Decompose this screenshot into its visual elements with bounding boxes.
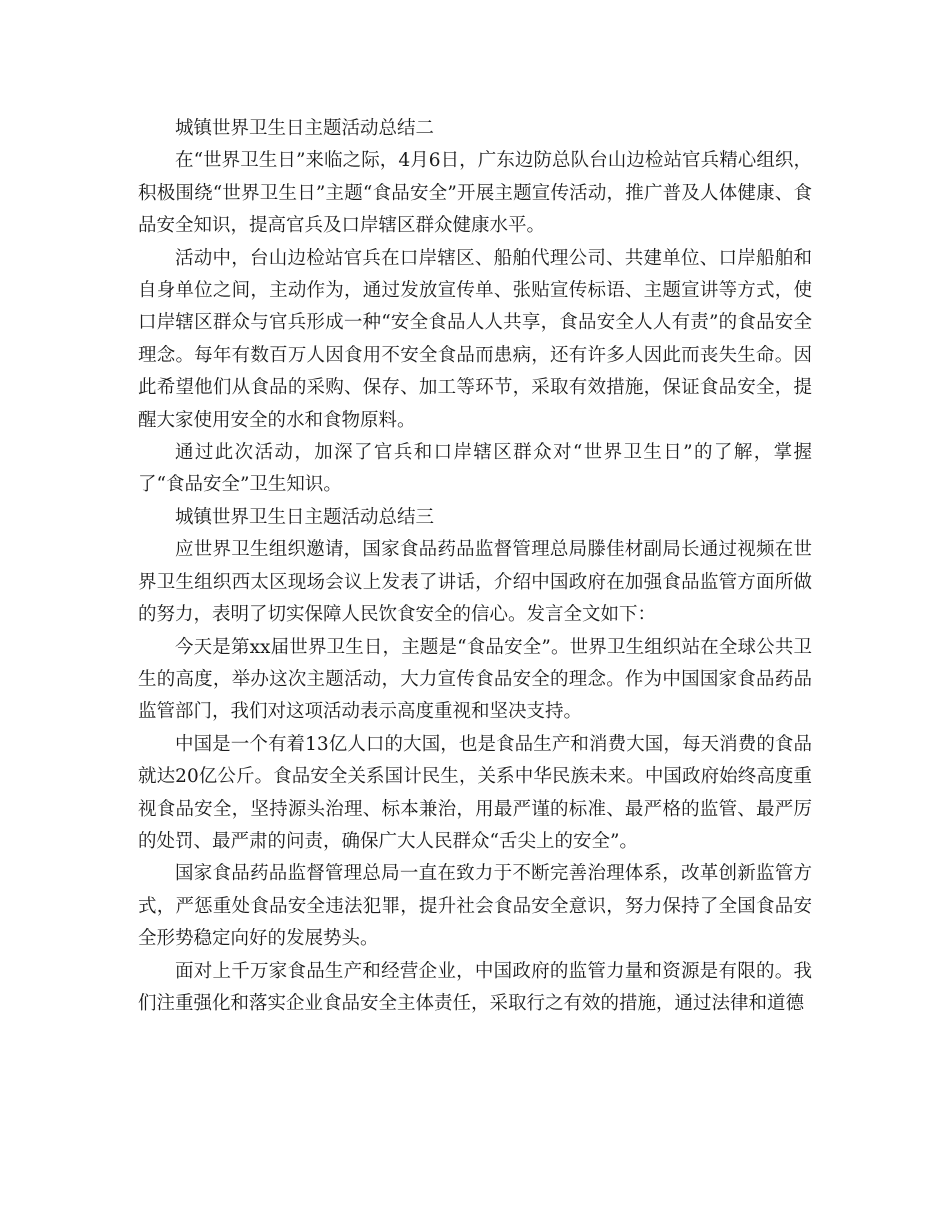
body-paragraph: 面对上千万家食品生产和经营企业，中国政府的监管力量和资源是有限的。我们注重强化和落实企业食品安全主体责任，采取行之有效的措施，通过法律和道德 [138, 960, 812, 1014]
document-page [138, 113, 812, 1020]
body-paragraph: 在“世界卫生日”来临之际，4月6日，广东边防总队台山边检站官兵精心组织，积极围绕“世界卫生日”主题“食品安全”开展主题宣传活动，推广普及人体健康、食品安全知识，提高官兵及口岸辖区群众健康水平。 [138, 150, 812, 237]
section-heading-2: 城镇世界卫生日主题活动总结二 [175, 118, 435, 139]
body-paragraph: 活动中，台山边检站官兵在口岸辖区、船舶代理公司、共建单位、口岸船舶和自身单位之间，主动作为，通过发放宣传单、张贴宣传标语、主题宣讲等方式，使口岸辖区群众与官兵形成一种“安全食品人人共享，食品安全人人有责”的食品安全理念。每年有数百万人因食用不安全食品而患病，还有许多人因此而丧失生命。因此希望他们从食品的采购、保存、加工等环节，采取有效措施，保证食品安全，提醒大家使用安全的水和食物原料。 [138, 247, 812, 431]
body-paragraph: 应世界卫生组织邀请，国家食品药品监督管理总局滕佳材副局长通过视频在世界卫生组织西太区现场会议上发表了讲话，介绍中国政府在加强食品监管方面所做的努力，表明了切实保障人民饮食安全的信心。发言全文如下： [138, 539, 812, 626]
body-paragraph: 今天是第xx届世界卫生日，主题是“食品安全”。世界卫生组织站在全球公共卫生的高度，举办这次主题活动，大力宣传食品安全的理念。作为中国国家食品药品监管部门，我们对这项活动表示高度重视和坚决支持。 [138, 636, 812, 723]
body-paragraph: 中国是一个有着13亿人口的大国，也是食品生产和消费大国，每天消费的食品就达20亿公斤。食品安全关系国计民生，关系中华民族未来。中国政府始终高度重视食品安全，坚持源头治理、标本兼治，用最严谨的标准、最严格的监管、最严厉的处罚、最严肃的问责，确保广大人民群众“舌尖上的安全”。 [138, 733, 812, 852]
section-heading-3: 城镇世界卫生日主题活动总结三 [175, 506, 435, 528]
body-paragraph: 通过此次活动，加深了官兵和口岸辖区群众对“世界卫生日”的了解，掌握了“食品安全”卫生知识。 [138, 442, 812, 496]
body-paragraph: 国家食品药品监督管理总局一直在致力于不断完善治理体系，改革创新监管方式，严惩重处食品安全违法犯罪，提升社会食品安全意识，努力保持了全国食品安全形势稳定向好的发展势头。 [138, 863, 812, 950]
